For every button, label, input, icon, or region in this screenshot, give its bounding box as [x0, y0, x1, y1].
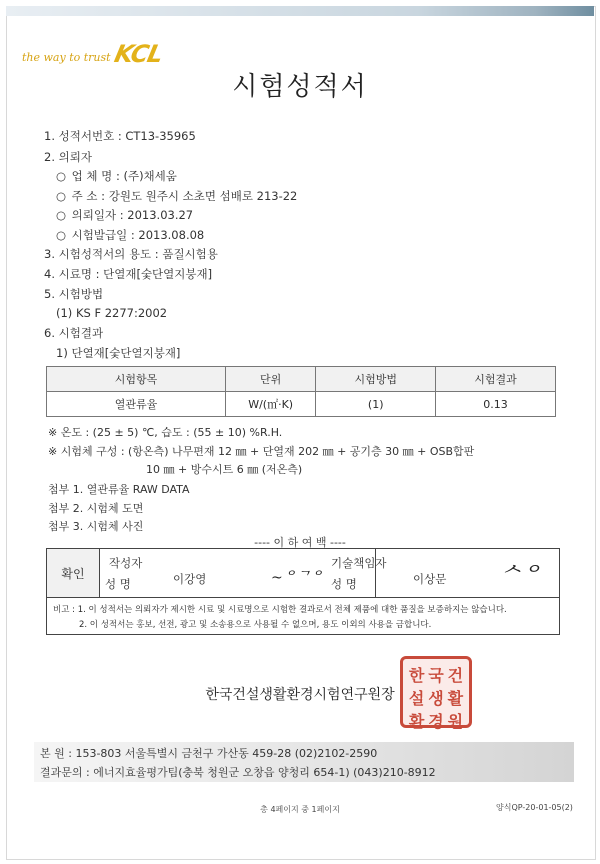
table-cell: 열관류율 [47, 392, 226, 417]
author-title: 작성자 [109, 556, 143, 570]
remark-line-1: 비고 : 1. 이 성적서는 의뢰자가 제시한 시료 및 시료명으로 시험한 결과로서 전체 제품에 대한 품질을 보증하지는 않습니다. [53, 605, 507, 615]
official-seal-icon: 한 국 건 설 생 활 환 경 원 [400, 656, 472, 728]
client-heading: 2. 의뢰자 [44, 150, 92, 164]
remarks-box [46, 596, 560, 635]
table-header-cell: 시험항목 [47, 367, 226, 392]
results-table [46, 366, 556, 417]
logo-tagline: the way to trust [22, 51, 111, 64]
request-date-text: 의뢰일자 : 2013.03.27 [71, 208, 194, 222]
table-row [47, 392, 556, 417]
author-name: 이강영 [173, 572, 207, 586]
form-number: 양식QP-20-01-05(2) [496, 803, 573, 812]
client-company-text: 업 체 명 : (주)채세움 [71, 169, 177, 183]
table-header-row [47, 367, 556, 392]
confirm-label: 확인 [47, 549, 100, 597]
sample-name: 4. 시료명 : 단열재[숯단열지붕재] [44, 267, 213, 281]
report-number: 1. 성적서번호 : CT13-35965 [44, 129, 196, 143]
top-decor-bar [6, 6, 594, 16]
temperature-note: ※ 온도 : (25 ± 5) ℃, 습도 : (55 ± 10) %R.H. [48, 426, 283, 439]
author-name-label: 성 명 [105, 577, 131, 591]
client-company [56, 168, 177, 184]
attachment-3: 첨부 3. 시험체 사진 [48, 520, 144, 533]
signature-box [46, 548, 560, 598]
table-cell: 0.13 [436, 392, 556, 417]
author-signature: ~ᄋᄀᄋ [271, 570, 324, 586]
logo-mark: KCL [111, 40, 165, 68]
tech-name-label: 성 명 [331, 577, 357, 591]
test-method-heading: 5. 시험방법 [44, 287, 104, 301]
tech-title: 기술책임자 [331, 556, 387, 570]
report-purpose: 3. 시험성적서의 용도 : 품질시험용 [44, 247, 218, 261]
attachment-2: 첨부 2. 시험체 도면 [48, 502, 144, 515]
circle-bullet-icon: ○ [56, 169, 67, 183]
circle-bullet-icon: ○ [56, 208, 67, 222]
main-office-address: 본 원 : 153-803 서울특별시 금천구 가산동 459-28 (02)2102-2590 [40, 747, 378, 760]
table-cell: W/(㎡·K) [226, 392, 316, 417]
document-title: 시험성적서 [232, 72, 368, 102]
client-address-text: 주 소 : 강원도 원주시 소초면 섬배로 213-22 [71, 189, 298, 203]
table-header-cell: 시험결과 [436, 367, 556, 392]
tech-signature: ᄉᄋ [499, 564, 542, 589]
tech-name: 이상문 [413, 572, 447, 586]
kcl-logo [22, 40, 165, 68]
client-address [56, 188, 297, 204]
test-results-heading: 6. 시험결과 [44, 326, 104, 340]
composition-note: ※ 시험체 구성 : (항온측) 나무편재 12 ㎜ + 단열재 202 ㎜ + 공기층 30 ㎜ + OSB합판 [48, 445, 475, 458]
table-header-cell: 시험방법 [316, 367, 436, 392]
table-cell: (1) [316, 392, 436, 417]
inquiry-contact: 결과문의 : 에너지효율평가팀(충북 청원군 오창읍 양청리 654-1) (043)210-8912 [40, 766, 436, 779]
table-header-cell: 단위 [226, 367, 316, 392]
circle-bullet-icon: ○ [56, 189, 67, 203]
issue-date-text: 시험발급일 : 2013.08.08 [71, 228, 205, 242]
test-results-subheading: 1) 단열재[숯단열지붕재] [56, 346, 181, 360]
circle-bullet-icon: ○ [56, 228, 67, 242]
end-of-content: ---- 이 하 여 백 ---- [254, 536, 346, 549]
page-count: 총 4페이지 중 1페이지 [260, 805, 340, 814]
test-method-item: (1) KS F 2277:2002 [56, 306, 168, 320]
attachment-1: 첨부 1. 열관류율 RAW DATA [48, 483, 190, 496]
composition-note-cont: 10 ㎜ + 방수시트 6 ㎜ (저온측) [146, 463, 303, 476]
issue-date [56, 227, 204, 243]
institute-name: 한국건설생활환경시험연구원장 [205, 687, 395, 703]
request-date [56, 207, 193, 223]
remark-line-2: 2. 이 성적서는 홍보, 선전, 광고 및 소송용으로 사용될 수 없으며, 용도 이외의 사용을 금합니다. [79, 620, 432, 630]
